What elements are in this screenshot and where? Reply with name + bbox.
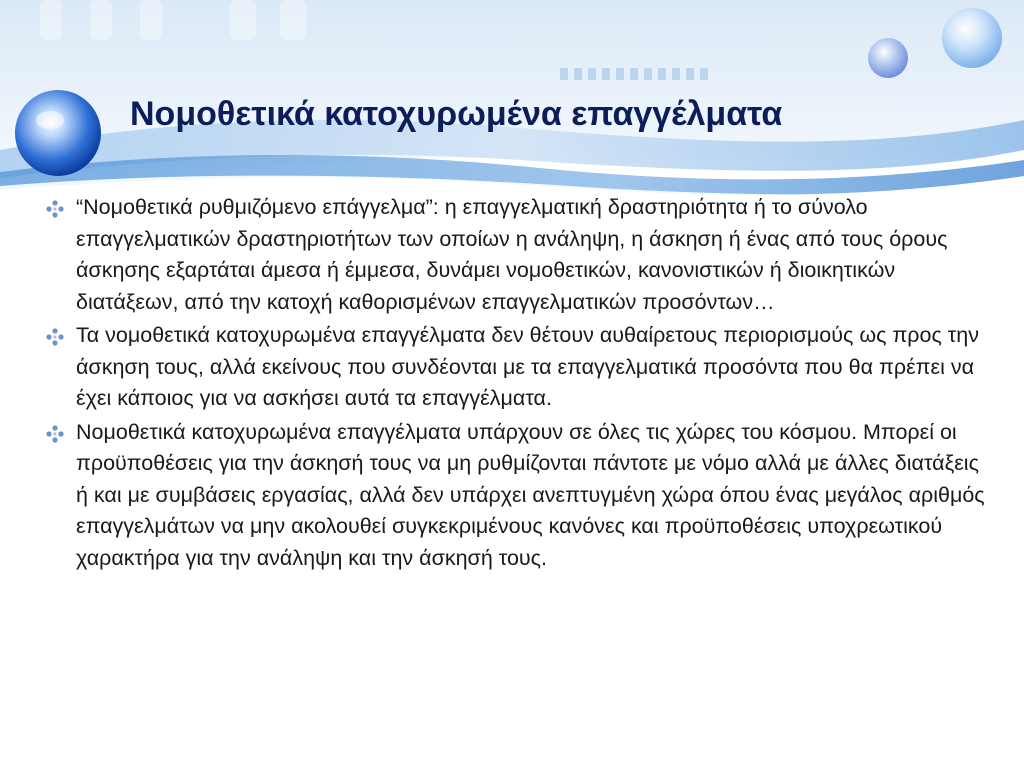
bullet-item xyxy=(46,417,996,575)
bullet-list xyxy=(46,192,996,576)
diamond-dots-icon xyxy=(46,425,64,443)
slide-title: Νομοθετικά κατοχυρωμένα επαγγέλματα xyxy=(130,95,783,133)
bullet-text: Τα νομοθετικά κατοχυρωμένα επαγγέλματα δεν θέτουν αυθαίρετους περιορισμούς ως προς την άσκηση τους, αλλά εκείνους που συνδέονται με τα επαγγελματικά προσόντα που θα πρέπει να έχει κάποιος για να ασκήσει αυτά τα επαγγέλματα. xyxy=(76,323,980,410)
diamond-dots-icon xyxy=(46,200,64,218)
bullet-text: Νομοθετικά κατοχυρωμένα επαγγέλματα υπάρχουν σε όλες τις χώρες του κόσμου. Μπορεί οι προϋποθέσεις για την άσκησή τους να μη ρυθμίζονται πάντοτε με νόμο αλλά με άλλες διατάξεις ή και με συμβάσεις εργασίας, αλλά δεν υπάρχει ανεπτυγμένη χώρα όπου ένας μεγάλος αριθμός επαγγελμάτων να μην ακολουθεί συγκεκριμένους κανόνες και προϋποθέσεις υποχρεωτικού χαρακτήρα για την ανάληψη και την άσκησή τους. xyxy=(76,419,985,570)
diamond-dots-icon xyxy=(46,328,64,346)
bullet-item xyxy=(46,192,996,318)
bullet-item xyxy=(46,320,996,415)
bullet-text: “Νομοθετικά ρυθμιζόμενο επάγγελμα”: η επαγγελματική δραστηριότητα ή το σύνολο επαγγελματικών δραστηριοτήτων των οποίων η ανάληψη, η άσκηση ή ένας από τους όρους άσκησης εξαρτάται άμεσα ή έμμεσα, δυνάμει νομοθετικών, κανονιστικών ή διοικητικών διατάξεων, από την κατοχή καθορισμένων επαγγελματικών προσόντων… xyxy=(76,195,948,314)
